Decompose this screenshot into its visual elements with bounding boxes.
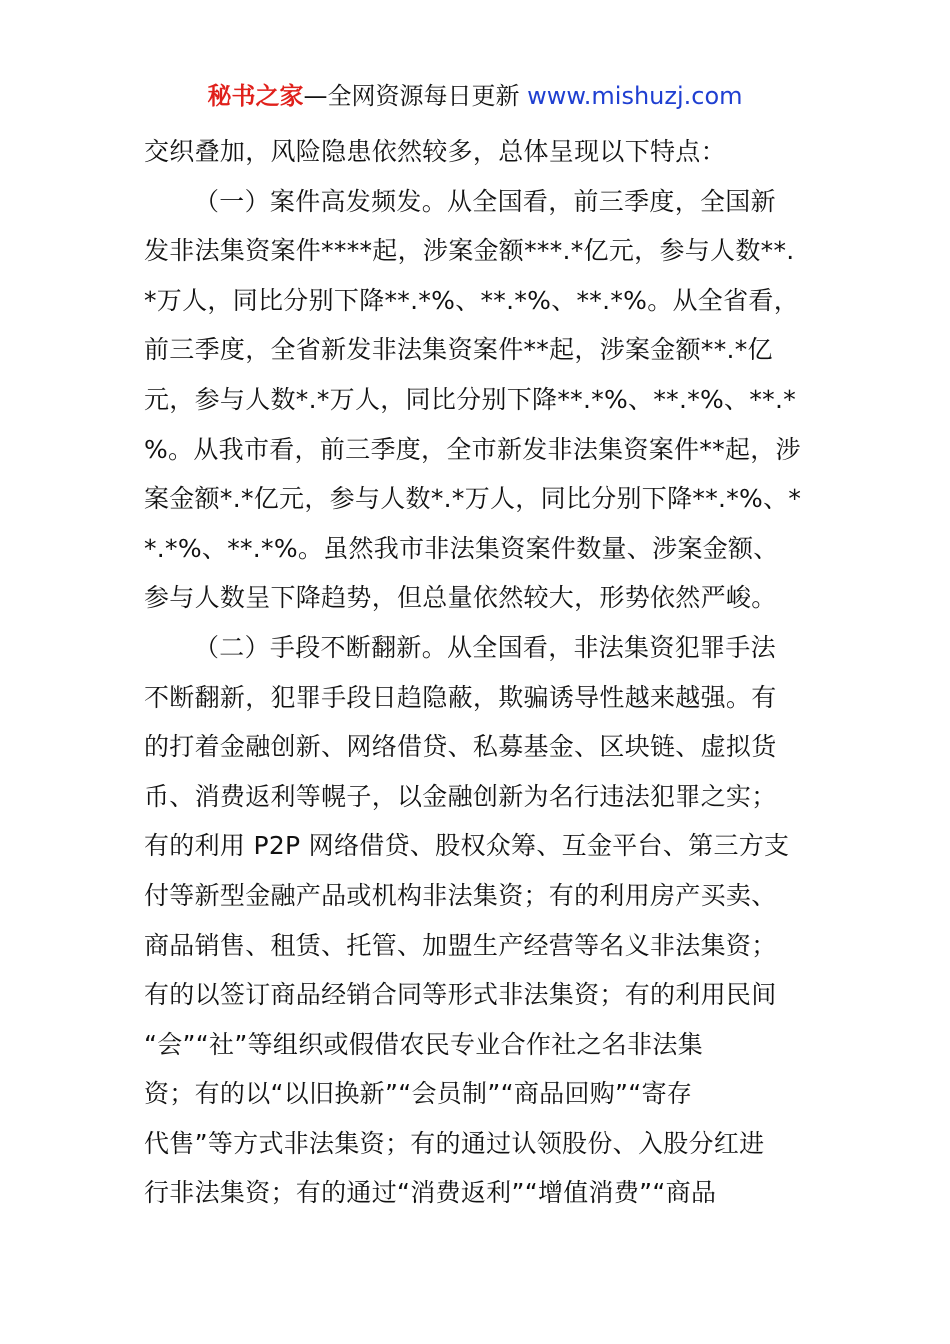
text-line: 不断翻新，犯罪手段日趋隐蔽，欺骗诱导性越来越强。有: [144, 682, 777, 712]
text-line: 行非法集资；有的通过“消费返利”“增值消费”“商品: [144, 1178, 717, 1208]
text-line: （一）案件高发频发。从全国看，前三季度，全国新: [194, 186, 776, 216]
text-line: 代售”等方式非法集资；有的通过认领股份、入股分红进: [144, 1128, 765, 1158]
text-line: “会”“社”等组织或假借农民专业合作社之名非法集: [144, 1029, 704, 1059]
text-line: 案金额*.*亿元，参与人数*.*万人，同比分别下降**.*%、*: [144, 484, 802, 514]
page-header: [0, 80, 950, 112]
brand-name: 秘书之家: [207, 82, 304, 110]
text-line: *万人，同比分别下降**.*%、**.*%、**.*%。从全省看，: [144, 285, 800, 315]
text-line: 元，参与人数*.*万人，同比分别下降**.*%、**.*%、**.*: [144, 384, 796, 414]
text-line: *.*%、**.*%。虽然我市非法集资案件数量、涉案金额、: [144, 533, 779, 563]
site-url[interactable]: www.mishuzj.com: [527, 82, 743, 110]
text-line: 的打着金融创新、网络借贷、私募基金、区块链、虚拟货: [144, 732, 777, 762]
text-line: 参与人数呈下降趋势，但总量依然较大，形势依然严峻。: [144, 583, 777, 613]
header-tagline: —全网资源每日更新: [303, 82, 520, 110]
text-line: %。从我市看，前三季度，全市新发非法集资案件**起，涉: [144, 434, 801, 464]
text-line: 有的以签订商品经销合同等形式非法集资；有的利用民间: [144, 980, 777, 1010]
text-line: 资；有的以“以旧换新”“会员制”“商品回购”“寄存: [144, 1079, 693, 1109]
text-line: 前三季度，全省新发非法集资案件**起，涉案金额**.*亿: [144, 335, 773, 365]
text-line: 发非法集资案件****起，涉案金额***.*亿元，参与人数**.: [144, 236, 795, 266]
text-line: 商品销售、租赁、托管、加盟生产经营等名义非法集资；: [144, 930, 777, 960]
text-line: 付等新型金融产品或机构非法集资；有的利用房产买卖、: [144, 880, 777, 910]
text-line: （二）手段不断翻新。从全国看，非法集资犯罪手法: [194, 632, 776, 662]
text-line: 币、消费返利等幌子，以金融创新为名行违法犯罪之实；: [144, 781, 777, 811]
text-line: 有的利用 P2P 网络借贷、股权众筹、互金平台、第三方支: [144, 831, 790, 861]
text-line: 交织叠加，风险隐患依然较多，总体呈现以下特点：: [144, 137, 726, 166]
document-body: [144, 127, 814, 1218]
